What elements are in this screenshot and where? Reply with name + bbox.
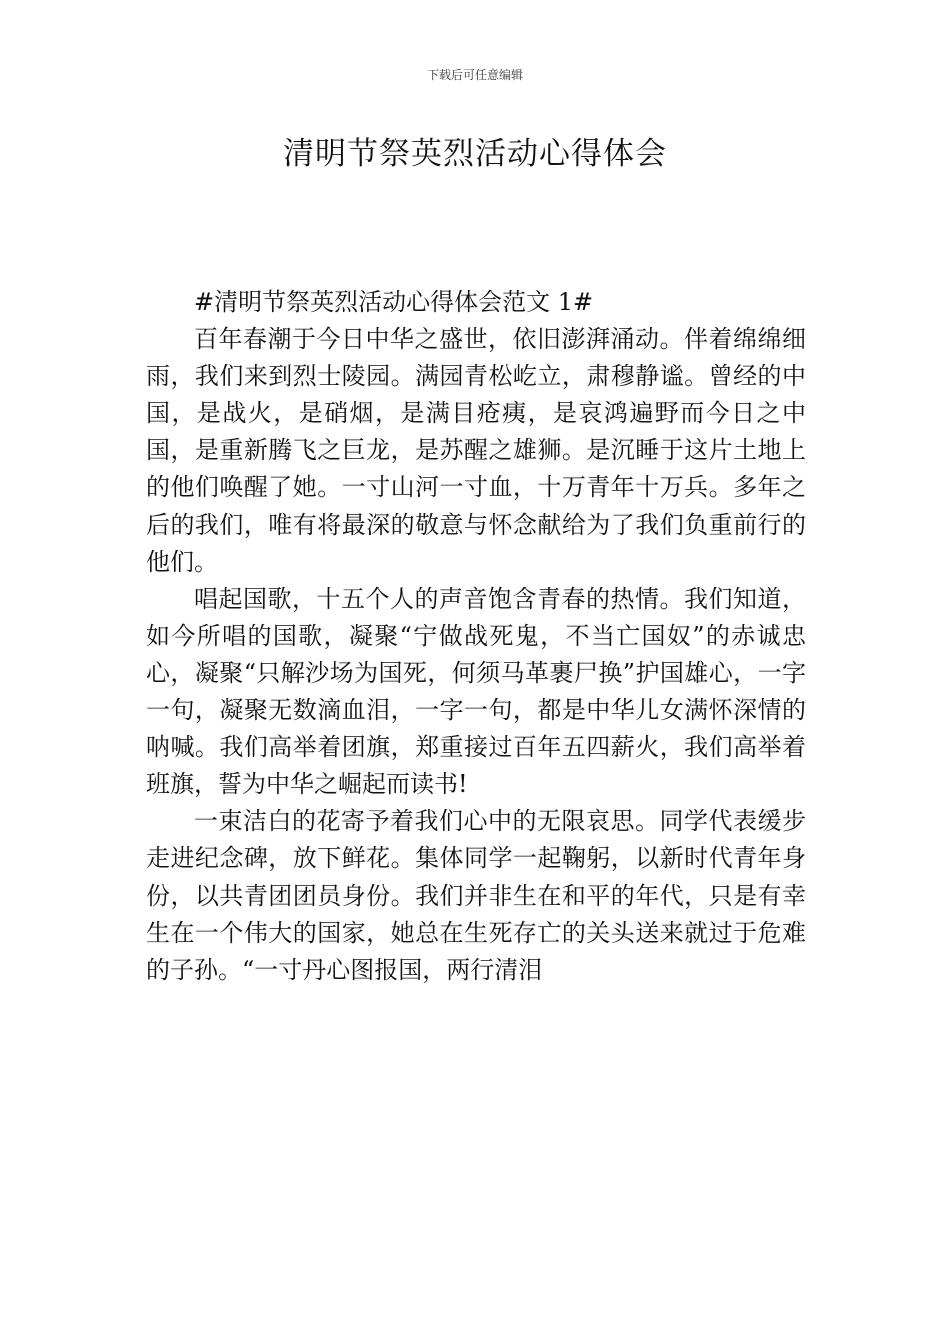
paragraph-1: 百年春潮于今日中华之盛世，依旧澎湃涌动。伴着绵绵细雨，我们来到烈士陵园。满园青松屹立，肃穆静谧。曾经的中国，是战火，是硝烟，是满目疮痍，是哀鸿遍野而今日之中国，是重新腾飞之巨龙，是苏醒之雄狮。是沉睡于这片土地上的他们唤醒了她。一寸山河一寸血，十万青年十万兵。多年之后的我们，唯有将最深的敬意与怀念献给为了我们负重前行的他们。 bbox=[146, 325, 806, 576]
document-body bbox=[146, 284, 806, 989]
section-heading: #清明节祭英烈活动心得体会范文 1# bbox=[194, 288, 594, 316]
header-note: 下载后可任意编辑 bbox=[426, 68, 523, 82]
paragraph-2: 唱起国歌，十五个人的声音饱含青春的热情。我们知道，如今所唱的国歌，凝聚“宁做战死鬼，不当亡国奴”的赤诚忠心，凝聚“只解沙场为国死，何须马革裹尸换”护国雄心，一字一句，凝聚无数滴血泪，一字一句，都是中华儿女满怀深情的呐喊。我们高举着团旗，郑重接过百年五四薪火，我们高举着班旗，誓为中华之崛起而读书! bbox=[146, 584, 806, 799]
document-title: 清明节祭英烈活动心得体会 bbox=[283, 136, 667, 172]
paragraph-3: 一束洁白的花寄予着我们心中的无限哀思。同学代表缓步走进纪念碑，放下鲜花。集体同学一起鞠躬，以新时代青年身份，以共青团团员身份。我们并非生在和平的年代，只是有幸生在一个伟大的国家，她总在生死存亡的关头送来就过于危难的子孙。“一寸丹心图报国，两行清泪 bbox=[146, 807, 806, 984]
